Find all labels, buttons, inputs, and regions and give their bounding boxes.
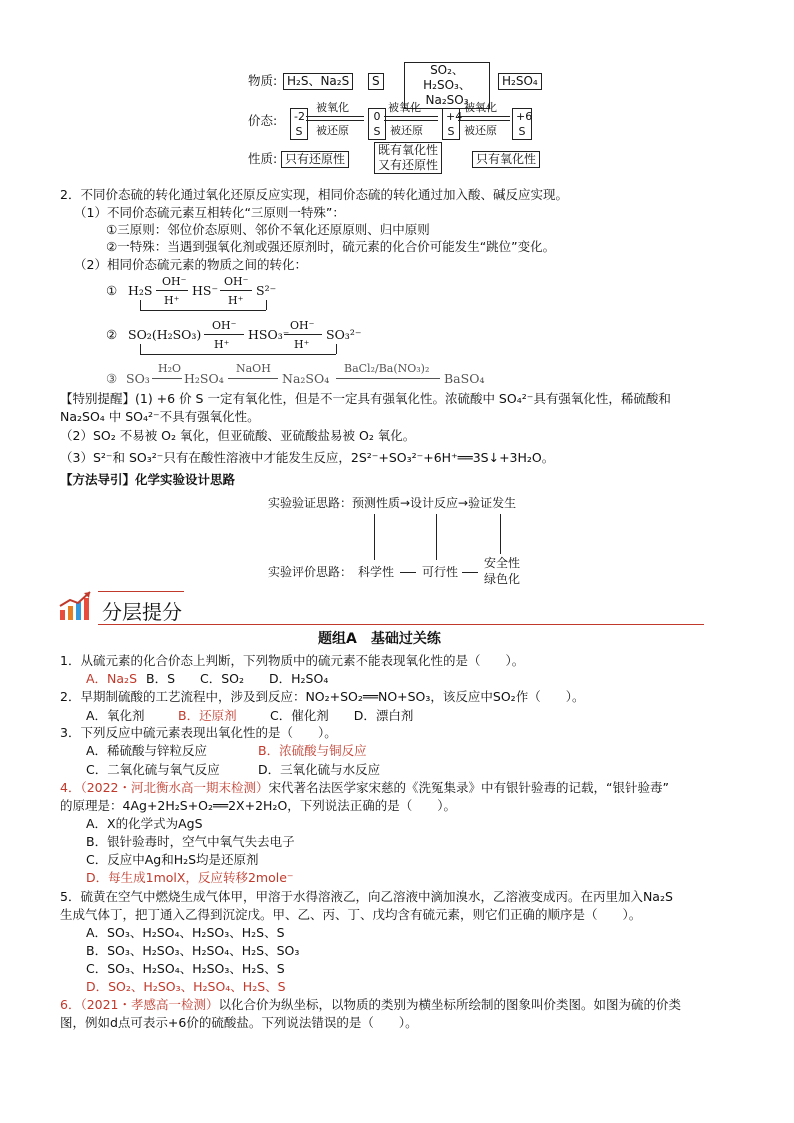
q4-option-b: B．银针验毒时，空气中氧气失去电子 bbox=[86, 834, 295, 849]
arrow-label-oxidized-3: 被氧化 bbox=[464, 101, 497, 114]
arrow-label-oxidized-1: 被氧化 bbox=[316, 101, 349, 114]
eq1-number: ① bbox=[106, 283, 118, 298]
tips-line3: （2）SO₂ 不易被 O₂ 氧化，但亚硫酸、亚硫酸盐易被 O₂ 氧化。 bbox=[60, 428, 416, 443]
q6-stem-2: 图，例如d点可表示+6价的硫酸盐。下列说法错误的是（ ）。 bbox=[60, 1015, 418, 1030]
q6-source: 6．（2021・孝感高一检测） bbox=[60, 997, 219, 1012]
q5-stem-2: 生成气体丁，把丁通入乙得到沉淀戊。甲、乙、丙、丁、戊均含有硫元素，则它们正确的顺序是（ ）。 bbox=[60, 907, 642, 922]
eq3-arrow-1 bbox=[152, 378, 182, 379]
eq3-number: ③ bbox=[106, 371, 118, 386]
method-down-1 bbox=[374, 514, 375, 560]
q4-source: 4．（2022・河北衡水高一期末检测） bbox=[60, 780, 269, 795]
eq1-label-bot-2: H⁺ bbox=[228, 294, 244, 307]
q2-option-cd: C．催化剂 D．漂白剂 bbox=[270, 708, 414, 723]
section-title: 分层提分 bbox=[102, 600, 182, 624]
q2-option-b: B．还原剂 bbox=[178, 708, 237, 723]
method-eval-label: 实验评价思路： bbox=[268, 565, 353, 579]
eq3-arrow-2 bbox=[228, 378, 278, 379]
label-valence: 价态: bbox=[248, 113, 278, 128]
eq2-species-a: SO₂(H₂SO₃) bbox=[128, 327, 202, 342]
eq3-species-d: BaSO₄ bbox=[444, 371, 485, 386]
eq3-species-c: Na₂SO₄ bbox=[282, 371, 330, 386]
arrow-oxidized-2 bbox=[384, 116, 438, 117]
eq3-arrow-3 bbox=[336, 378, 440, 379]
q5-option-c: C．SO₃、H₂SO₄、H₂SO₃、H₂S、S bbox=[86, 961, 285, 976]
arrow-oxidized-3 bbox=[458, 116, 510, 117]
method-verify: 实验验证思路：预测性质→设计反应→验证发生 bbox=[268, 496, 517, 510]
eq1-label-top-1: OH⁻ bbox=[162, 275, 187, 288]
q3-option-c: C．二氧化硫与氧气反应 bbox=[86, 762, 220, 777]
property-both-line2: 又有还原性 bbox=[378, 158, 439, 172]
arrow-label-reduced-1: 被还原 bbox=[316, 124, 349, 137]
eq1-arrow-1 bbox=[156, 290, 188, 291]
eq2-loop-right bbox=[336, 344, 337, 354]
q5-option-a: A．SO₃、H₂SO₄、H₂SO₃、H₂S、S bbox=[86, 925, 285, 940]
arrow-label-reduced-2: 被还原 bbox=[390, 124, 423, 137]
method-feas: 可行性 bbox=[422, 565, 459, 579]
q3-stem: 3．下列反应中硫元素表现出氧化性的是（ ）。 bbox=[60, 725, 337, 740]
eq2-label-top-1: OH⁻ bbox=[212, 319, 237, 332]
eq1-species-c: S²⁻ bbox=[256, 283, 277, 298]
method-arrow-1 bbox=[400, 572, 416, 573]
valence-p6-box: +6 S bbox=[512, 108, 532, 140]
method-arrow-2 bbox=[462, 572, 478, 573]
q4-stem-2: 的原理是：4Ag+2H₂S+O₂══2X+2H₂O，下列说法正确的是（ ）。 bbox=[60, 798, 457, 813]
q3-option-b: B．浓硫酸与铜反应 bbox=[258, 743, 367, 758]
property-both-box bbox=[374, 142, 442, 174]
eq2-loop-bottom bbox=[140, 354, 336, 355]
section-bottom-rule bbox=[98, 624, 704, 625]
arrow-label-reduced-3: 被还原 bbox=[464, 124, 497, 137]
para2-line5: （2）相同价态硫元素的物质之间的转化： bbox=[74, 257, 307, 272]
eq1-species-b: HS⁻ bbox=[192, 283, 219, 298]
para2-line3: ①三原则：邻位价态原则、邻价不氧化还原原则、归中原则 bbox=[106, 222, 430, 237]
eq1-loop-left bbox=[140, 300, 141, 310]
eq1-label-bot-1: H⁺ bbox=[164, 294, 180, 307]
method-green: 绿色化 bbox=[484, 572, 521, 586]
property-both-line1: 既有氧化性 bbox=[378, 143, 439, 157]
eq2-species-b: HSO₃⁻ bbox=[248, 327, 290, 342]
eq3-species-b: H₂SO₄ bbox=[184, 371, 224, 386]
arrow-label-oxidized-2: 被氧化 bbox=[388, 101, 421, 114]
q4-line1 bbox=[60, 779, 669, 797]
eq3-label-3: BaCl₂/Ba(NO₃)₂ bbox=[344, 362, 430, 375]
chart-growth-icon bbox=[58, 590, 94, 622]
q1-option-a: A．Na₂S bbox=[86, 671, 138, 686]
substance-so2-line2: Na₂SO₃ bbox=[425, 93, 469, 107]
substance-h2so4-box: H₂SO₄ bbox=[498, 73, 542, 90]
label-property: 性质: bbox=[248, 151, 278, 166]
eq1-loop-bottom bbox=[140, 310, 266, 311]
group-title: 题组A 基础过关练 bbox=[318, 631, 441, 647]
q6-line1 bbox=[60, 996, 681, 1014]
q6-stem-1: 以化合价为纵坐标，以物质的类别为横坐标所绘制的图象叫价类图。如图为硫的价类 bbox=[218, 997, 682, 1012]
eq2-label-top-2: OH⁻ bbox=[290, 319, 315, 332]
tips-line4: （3）S²⁻和 SO₃²⁻只有在酸性溶液中才能发生反应，2S²⁻+SO₃²⁻+6H⁺══3S↓+3H₂O。 bbox=[60, 450, 555, 465]
para2-line2: （1）不同价态硫元素互相转化“三原则一特殊”： bbox=[74, 205, 345, 220]
eq2-arrow-2 bbox=[284, 334, 322, 335]
eq1-arrow-2 bbox=[220, 290, 252, 291]
substance-so2-line1: SO₂、H₂SO₃、 bbox=[423, 63, 471, 92]
arrow-oxidized-1 bbox=[306, 116, 364, 117]
valence-m2-box: -2 S bbox=[290, 108, 308, 140]
method-safe: 安全性 bbox=[484, 556, 521, 570]
tips-line2: Na₂SO₄ 中 SO₄²⁻不具有强氧化性。 bbox=[60, 409, 260, 424]
eq2-loop-left bbox=[140, 344, 141, 354]
eq1-species-a: H₂S bbox=[128, 283, 153, 298]
valence-0-box: 0 S bbox=[368, 108, 386, 140]
method-sci: 科学性 bbox=[358, 565, 395, 579]
method-title: 【方法导引】化学实验设计思路 bbox=[60, 472, 236, 487]
arrow-reduced-2 bbox=[384, 120, 438, 121]
valence-p4-box: +4 S bbox=[442, 108, 460, 140]
tips-line1: 【特别提醒】(1) +6 价 S 一定有氧化性，但是不一定具有强氧化性。浓硫酸中 SO₄²⁻具有强氧化性，稀硫酸和 bbox=[60, 391, 671, 406]
q4-stem-1: 宋代著名法医学家宋慈的《洗冤集录》中有银针验毒的记载，“银针验毒” bbox=[268, 780, 669, 795]
q5-option-b: B．SO₃、H₂SO₃、H₂SO₄、H₂S、SO₃ bbox=[86, 943, 300, 958]
eq3-label-1: H₂O bbox=[158, 362, 182, 375]
eq2-number: ② bbox=[106, 327, 118, 342]
eq2-label-bot-1: H⁺ bbox=[214, 338, 230, 351]
arrow-reduced-1 bbox=[306, 120, 364, 121]
eq1-label-top-2: OH⁻ bbox=[224, 275, 249, 288]
q2-option-a: A．氧化剂 bbox=[86, 708, 145, 723]
q3-option-a: A．稀硫酸与锌粒反应 bbox=[86, 743, 208, 758]
eq3-label-2: NaOH bbox=[236, 362, 271, 375]
q4-option-a: A．X的化学式为AgS bbox=[86, 816, 203, 831]
q1-option-bcd: B．S C．SO₂ D．H₂SO₄ bbox=[146, 671, 329, 686]
method-down-2 bbox=[436, 514, 437, 560]
para2-line1: 2．不同价态硫的转化通过氧化还原反应实现，相同价态硫的转化通过加入酸、碱反应实现。 bbox=[60, 187, 568, 202]
label-substance: 物质: bbox=[248, 73, 278, 88]
section-top-rule bbox=[98, 591, 184, 592]
para2-line4: ②一特殊：当遇到强氧化剂或强还原剂时，硫元素的化合价可能发生“跳位”变化。 bbox=[106, 239, 556, 254]
substance-h2s-box: H₂S、Na₂S bbox=[283, 73, 353, 90]
q1-stem: 1．从硫元素的化合价态上判断，下列物质中的硫元素不能表现氧化性的是（ ）。 bbox=[60, 653, 525, 668]
property-reducing-box: 只有还原性 bbox=[281, 151, 349, 168]
substance-s-box: S bbox=[368, 73, 384, 90]
eq1-loop-right bbox=[266, 300, 267, 310]
eq3-species-a: SO₃ bbox=[126, 371, 150, 386]
eq2-arrow-1 bbox=[204, 334, 244, 335]
property-oxidizing-box: 只有氧化性 bbox=[472, 151, 540, 168]
q4-option-d: D．每生成1molX，反应转移2mole⁻ bbox=[86, 870, 294, 885]
q5-option-d: D．SO₂、H₂SO₃、H₂SO₄、H₂S、S bbox=[86, 979, 286, 994]
arrow-reduced-3 bbox=[458, 120, 510, 121]
q3-option-d: D．三氧化硫与水反应 bbox=[258, 762, 381, 777]
method-down-3 bbox=[500, 514, 501, 554]
eq2-species-c: SO₃²⁻ bbox=[326, 327, 362, 342]
q5-stem-1: 5．硫黄在空气中燃烧生成气体甲，甲溶于水得溶液乙，向乙溶液中滴加溴水，乙溶液变成丙。在丙里加入Na₂S bbox=[60, 889, 673, 904]
q4-option-c: C．反应中Ag和H₂S均是还原剂 bbox=[86, 852, 259, 867]
eq2-label-bot-2: H⁺ bbox=[294, 338, 310, 351]
q2-stem: 2．早期制硫酸的工艺流程中，涉及到反应：NO₂+SO₂══NO+SO₃，该反应中SO₂作（ ）。 bbox=[60, 689, 585, 704]
